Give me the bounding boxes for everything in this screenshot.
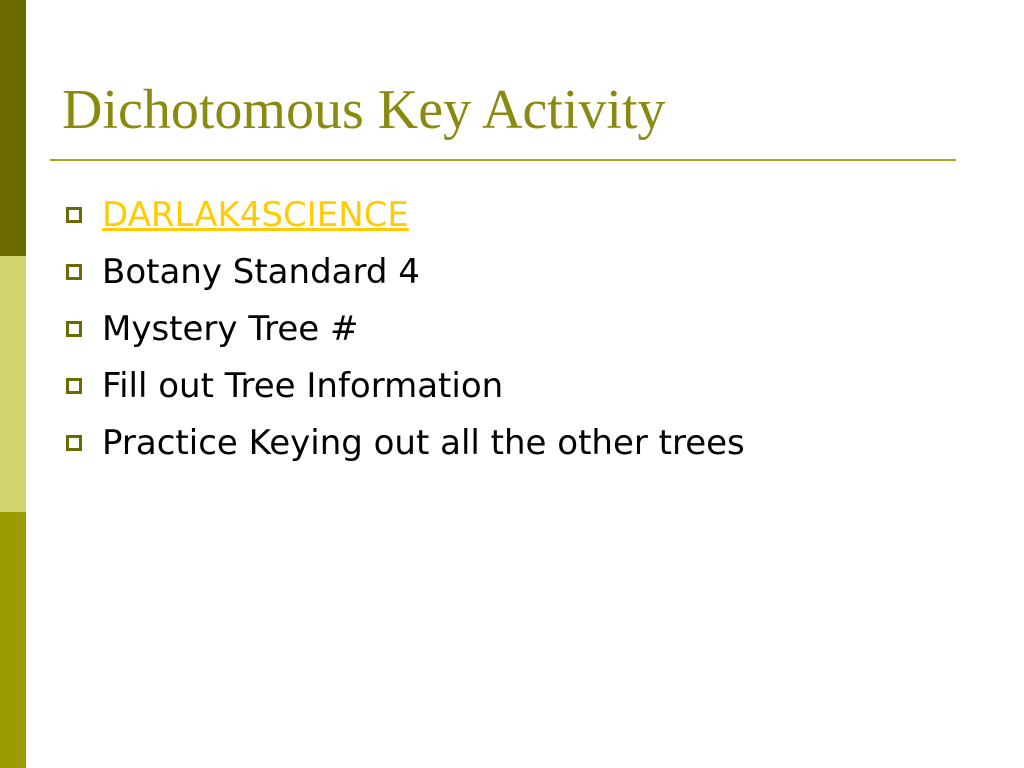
list-item <box>66 243 745 300</box>
bullet-text: Botany Standard 4 <box>102 251 420 292</box>
bullet-text: Practice Keying out all the other trees <box>102 422 745 463</box>
list-item <box>66 300 745 357</box>
darlak4science-link[interactable]: DARLAK4SCIENCE <box>102 194 409 235</box>
bullet-text: Fill out Tree Information <box>102 365 504 406</box>
list-item <box>66 186 745 243</box>
square-bullet-icon <box>66 264 82 280</box>
bullet-list <box>66 186 745 471</box>
title-underline <box>50 159 956 161</box>
side-bar-medium <box>0 512 26 768</box>
list-item <box>66 414 745 471</box>
slide-title: Dichotomous Key Activity <box>62 79 666 141</box>
side-bar-dark <box>0 0 26 256</box>
side-bar-light <box>0 256 26 512</box>
square-bullet-icon <box>66 378 82 394</box>
square-bullet-icon <box>66 321 82 337</box>
square-bullet-icon <box>66 435 82 451</box>
bullet-text: Mystery Tree # <box>102 308 359 349</box>
square-bullet-icon <box>66 207 82 223</box>
list-item <box>66 357 745 414</box>
